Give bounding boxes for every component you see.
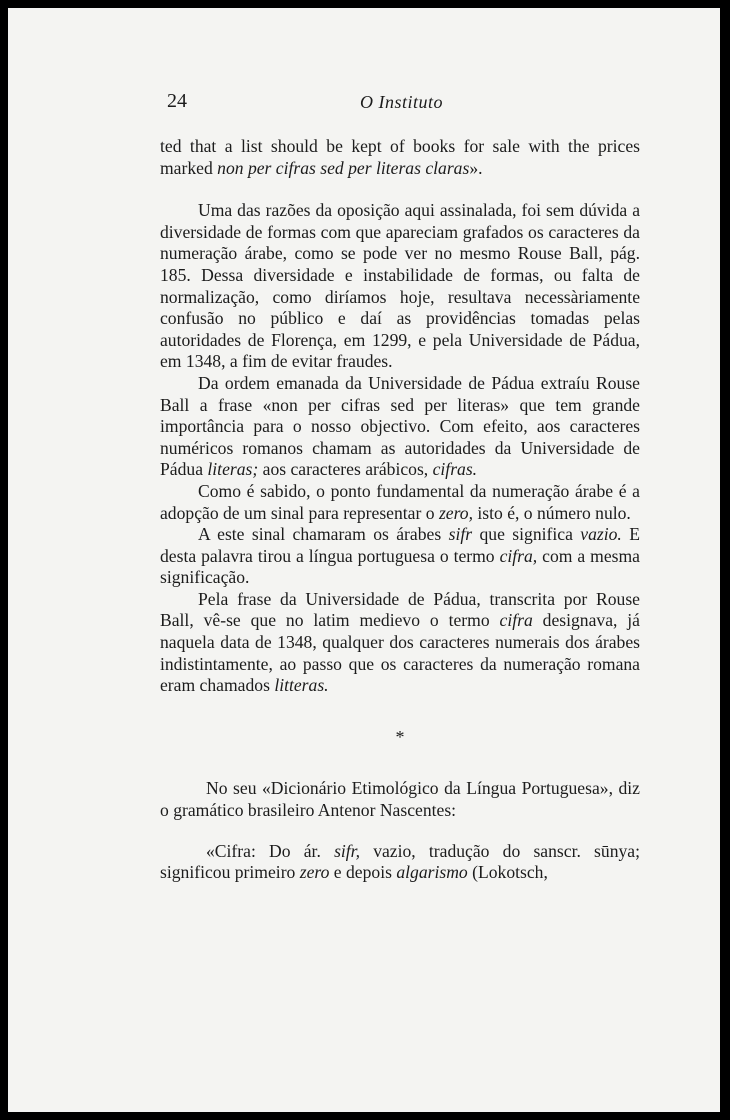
text-run: vazio, tradução do sanscr. sūnya; significou primeiro (160, 840, 640, 883)
text-run: Uma das razões da oposição aqui assinalada, foi sem dúvida a diversidade de formas com que apareciam grafados os caracteres da numeração árabe, como se pode ver no mesmo Rouse Ball, pág. 185. Dessa diversidade e instabilidade de formas, ou falta de normalização, como diríamos hoje, resultava necessàriamente confusão no público e daí as providências tomadas pelas autoridades de Florença, em 1299, e pela Universidade de Pádua, em 1348, a fim de evitar fraudes. (160, 200, 640, 372)
section-break-asterism: * (395, 726, 405, 747)
text-run: E desta palavra tirou a língua portuguesa o termo (160, 524, 640, 566)
page-number: 24 (167, 90, 187, 112)
text-run: Pela frase da Universidade de Pádua, transcrita por Rouse Ball, vê-se que no latim medievo o termo (160, 588, 640, 631)
quote-section (160, 778, 640, 883)
paragraph (160, 778, 640, 821)
italic-text: sifr (448, 524, 473, 545)
text-run: com a mesma significação. (160, 545, 640, 588)
text-run: Da ordem emanada da Universidade de Pádua extraíu Rouse Ball a frase «non per cifras sed per literas» que tem grande importância para o nosso objectivo. Com efeito, aos caracteres numéricos romanos chamam as autoridades da Universidade de Pádua (160, 372, 640, 480)
body-text (160, 136, 640, 884)
italic-text: algarismo (396, 862, 468, 883)
italic-text: cifra (499, 610, 533, 631)
italic-text: sifr, (334, 840, 360, 861)
dictionary-quote (160, 841, 640, 884)
italic-text: non per cifras sed per literas claras (217, 157, 470, 178)
italic-text: zero, (438, 502, 473, 523)
page-header (8, 90, 720, 114)
paragraph (160, 481, 640, 524)
italic-text: litteras. (274, 675, 329, 696)
text-run: e depois (329, 862, 397, 883)
italic-text: literas; (207, 459, 259, 480)
paragraph (160, 524, 640, 589)
italic-text: cifras. (432, 459, 478, 480)
text-run: designava, já naquela data de 1348, qualquer dos caracteres numerais dos árabes indistintamente, ao passo que os caracteres da numeração romana eram chamados (160, 610, 640, 696)
paragraph (160, 200, 640, 373)
paragraph (160, 373, 640, 481)
text-run: aos caracteres arábicos, (258, 459, 433, 480)
book-page (8, 8, 720, 1112)
text-run: No seu «Dicionário Etimológico da Língua Portuguesa», diz o gramático brasileiro Antenor Nascentes: (160, 778, 640, 821)
italic-text: vazio. (580, 524, 622, 545)
text-run: ted that a list should be kept of books for sale with the prices marked (160, 136, 640, 178)
text-run: ». (469, 157, 483, 178)
text-run: A este sinal chamaram os árabes (198, 524, 449, 545)
text-run: «Cifra: Do ár. (206, 840, 335, 861)
text-run: isto é, o número nulo. (472, 502, 631, 523)
italic-text: zero (299, 862, 330, 883)
italic-text: cifra, (499, 545, 538, 566)
text-run: (Lokotsch, (467, 862, 548, 883)
text-run: Como é sabido, o ponto fundamental da numeração árabe é a adopção de um sinal para representar o (160, 480, 640, 523)
running-title: O Instituto (360, 92, 444, 112)
text-run: que significa (472, 524, 581, 545)
paragraph (160, 589, 640, 697)
paragraph (160, 136, 640, 179)
